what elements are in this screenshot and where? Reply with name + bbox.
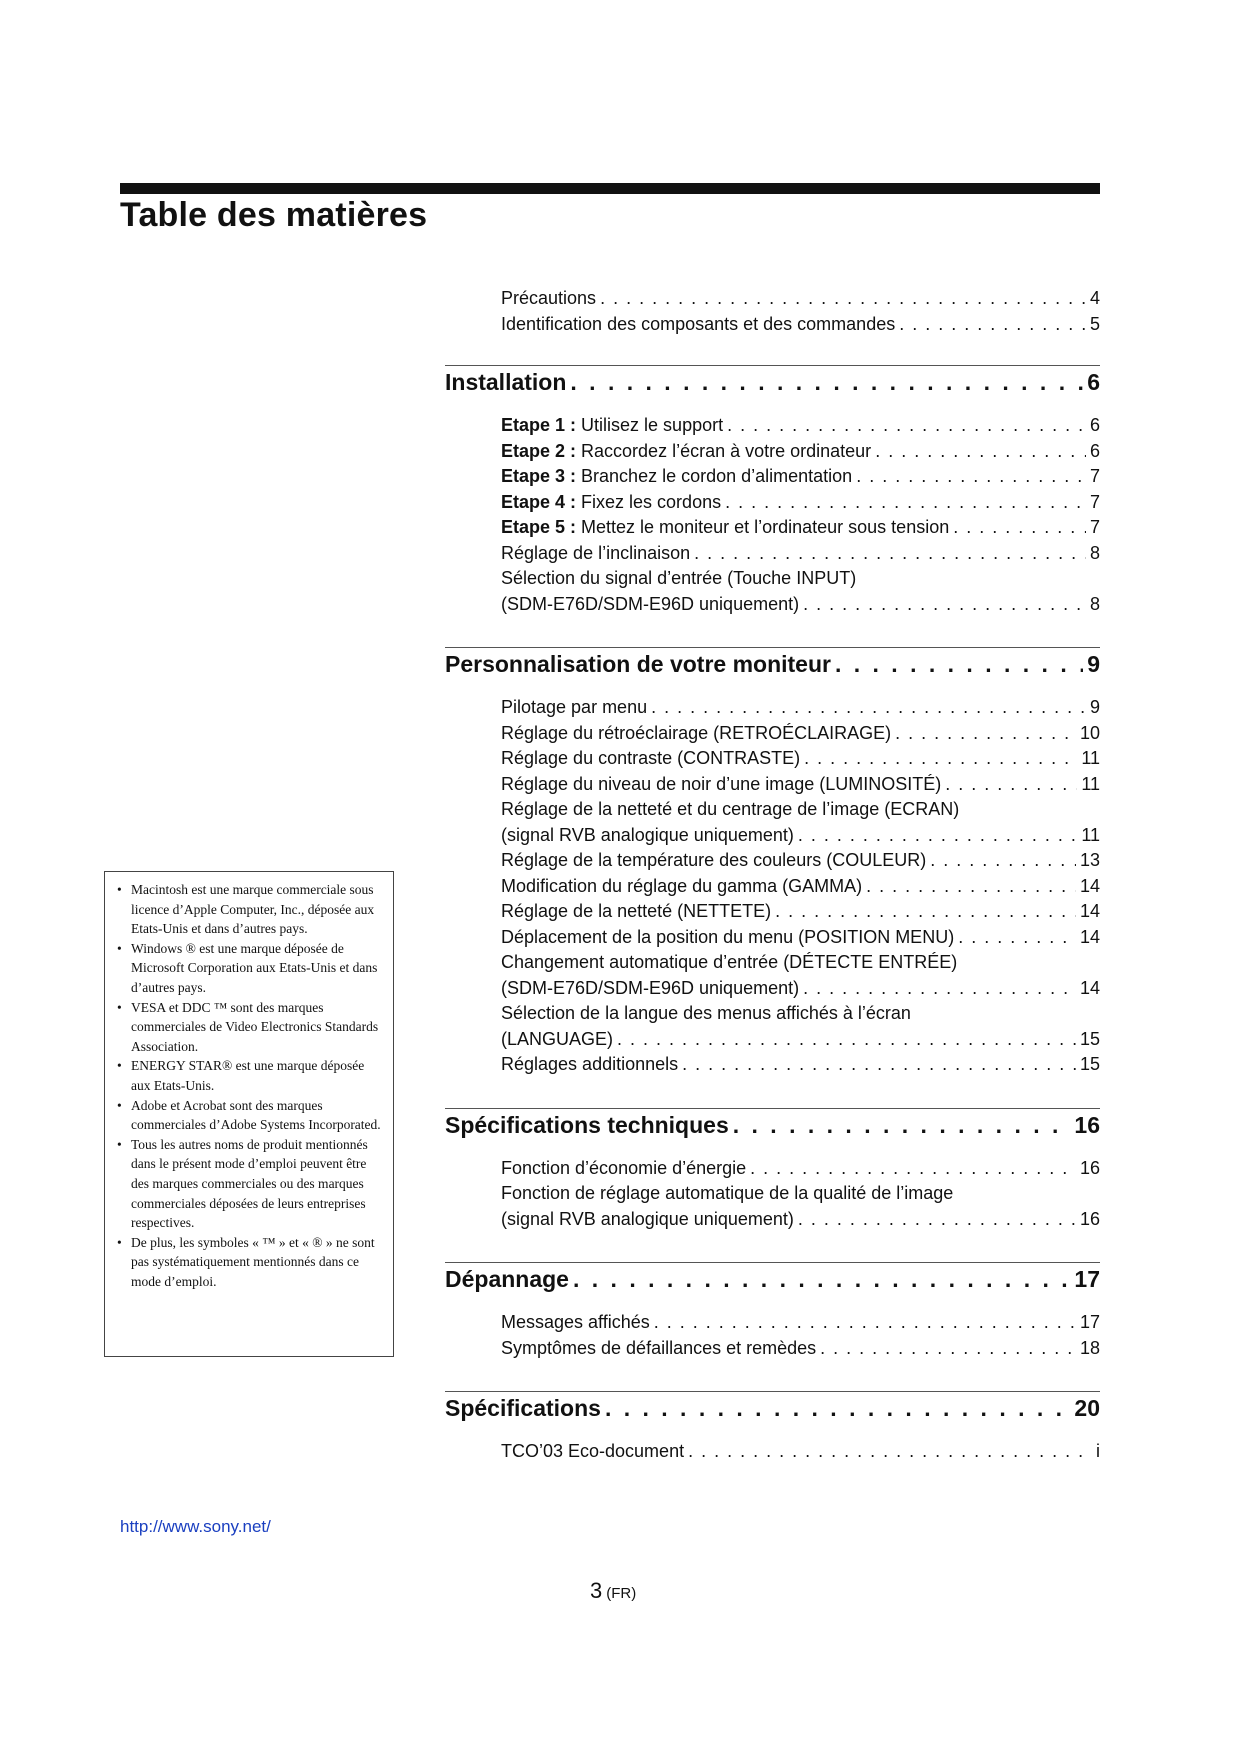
toc-page-number: 18 — [1079, 1337, 1100, 1358]
table-of-contents — [445, 286, 1100, 1495]
toc-section-items — [445, 1156, 1100, 1233]
toc-entry-label — [501, 1207, 794, 1233]
dot-leader — [953, 515, 1086, 541]
toc-entry-text: (SDM-E76D/SDM-E96D uniquement) — [501, 593, 800, 614]
toc-section-title: Personnalisation de votre moniteur — [445, 651, 831, 677]
toc-page-number: 11 — [1081, 824, 1100, 845]
toc-entry[interactable] — [501, 566, 1100, 592]
trademark-list — [115, 880, 385, 1291]
toc-entry-text: Pilotage par menu — [501, 697, 648, 717]
trademark-notice-box — [104, 871, 394, 1357]
toc-entry[interactable] — [501, 1156, 1100, 1182]
toc-page-number: 6 — [1089, 440, 1100, 461]
toc-entry-label — [501, 1001, 911, 1027]
toc-page-number: 14 — [1079, 977, 1100, 998]
toc-section — [445, 1108, 1100, 1233]
dot-leader — [573, 1266, 1070, 1293]
toc-entry-label — [501, 566, 856, 592]
toc-page-number: 16 — [1079, 1208, 1100, 1229]
toc-entry[interactable] — [501, 1001, 1100, 1027]
toc-entry-label — [501, 1181, 953, 1207]
toc-entry-text: Réglage du niveau de noir d’une image (LUMINOSITÉ) — [501, 773, 942, 794]
toc-entry[interactable] — [501, 925, 1100, 951]
toc-section-title: Dépannage — [445, 1266, 569, 1292]
toc-step-number: Etape 5 : — [501, 517, 577, 537]
toc-page-number: 17 — [1079, 1312, 1100, 1332]
toc-entry-text: Réglage de la netteté (NETTETE) — [501, 901, 772, 921]
toc-page-number: 11 — [1081, 748, 1100, 768]
toc-entry[interactable] — [501, 1336, 1100, 1362]
toc-page-number: 14 — [1079, 926, 1100, 947]
dot-leader — [600, 286, 1086, 312]
sony-website-link[interactable]: http://www.sony.net/ — [120, 1517, 271, 1536]
toc-entry[interactable] — [501, 797, 1100, 823]
toc-section-page-number: 9 — [1087, 651, 1100, 677]
toc-section — [445, 365, 1100, 617]
toc-entry-text: (SDM-E76D/SDM-E96D uniquement) — [501, 977, 800, 998]
toc-entry-text: (signal RVB analogique uniquement) — [501, 1208, 794, 1229]
toc-step-number: Etape 4 : — [501, 491, 577, 512]
toc-section-header[interactable] — [445, 1108, 1100, 1142]
dot-leader — [798, 823, 1077, 849]
toc-page-number: 7 — [1089, 517, 1100, 537]
toc-entry-label — [501, 925, 954, 951]
toc-entry[interactable] — [501, 746, 1100, 772]
toc-entry[interactable] — [501, 1310, 1100, 1336]
toc-entry-text: Raccordez l’écran à votre ordinateur — [576, 440, 872, 461]
toc-entry-text: Fixez les cordons — [576, 491, 722, 512]
toc-entry-label — [501, 1310, 650, 1336]
toc-entry[interactable] — [501, 899, 1100, 925]
toc-entry-text: Réglage de la température des couleurs (COULEUR) — [501, 850, 927, 870]
dot-leader — [727, 413, 1086, 439]
toc-entry[interactable] — [501, 874, 1100, 900]
toc-entry[interactable] — [501, 490, 1100, 516]
toc-entry-text: Précautions — [501, 288, 597, 308]
dot-leader — [820, 1336, 1076, 1362]
toc-entry-label — [501, 899, 771, 925]
toc-entry[interactable] — [501, 772, 1100, 798]
toc-section-page-number: 20 — [1074, 1395, 1100, 1421]
toc-entry[interactable] — [501, 541, 1100, 567]
dot-leader — [651, 695, 1086, 721]
toc-section-items — [445, 695, 1100, 1078]
toc-entry-text: (LANGUAGE) — [501, 1028, 614, 1049]
toc-entry[interactable] — [501, 1027, 1100, 1053]
toc-entry-label — [501, 1336, 816, 1362]
dot-leader — [682, 1052, 1076, 1078]
toc-entry[interactable] — [501, 721, 1100, 747]
page-language-code: (FR) — [606, 1585, 637, 1602]
toc-entry-label — [501, 464, 852, 490]
trademark-notice: • Windows ® est une marque déposée de Microsoft Corporation aux Etats-Unis et dans d’autres pays. — [115, 939, 385, 998]
trademark-notice: • VESA et DDC ™ sont des marques commerciales de Video Electronics Standards Association. — [115, 998, 385, 1057]
toc-entry[interactable] — [501, 1207, 1100, 1233]
toc-entry-text: Mettez le moniteur et l’ordinateur sous tension — [576, 517, 950, 537]
dot-leader — [803, 976, 1076, 1002]
toc-entry-label — [501, 413, 723, 439]
toc-entry-label — [501, 490, 721, 516]
page-number-value: 3 — [590, 1578, 603, 1603]
dot-leader — [725, 490, 1086, 516]
toc-page-number: 7 — [1089, 466, 1100, 486]
toc-intro-items — [445, 286, 1100, 337]
dot-leader — [605, 1395, 1070, 1422]
toc-entry-label — [501, 950, 957, 976]
dot-leader — [570, 369, 1083, 396]
toc-step-number: Etape 3 : — [501, 466, 577, 486]
toc-entry-text: Sélection de la langue des menus affichés à l’écran — [501, 1003, 911, 1023]
toc-entry[interactable] — [501, 823, 1100, 849]
toc-entry[interactable] — [501, 286, 1100, 312]
dot-leader — [945, 772, 1077, 798]
toc-entry-text: Réglages additionnels — [501, 1054, 679, 1074]
toc-step-number: Etape 2 : — [501, 440, 577, 461]
toc-entry[interactable] — [501, 413, 1100, 439]
dot-leader — [856, 464, 1086, 490]
toc-entry-text: Symptômes de défaillances et remèdes — [501, 1337, 817, 1358]
dot-leader — [798, 1207, 1076, 1233]
toc-page-number: 15 — [1079, 1054, 1100, 1074]
toc-entry-label — [501, 541, 690, 567]
toc-entry-label — [501, 848, 926, 874]
toc-entry[interactable] — [501, 592, 1100, 618]
page-title: Table des matières — [120, 196, 428, 234]
toc-page-number: 14 — [1079, 901, 1100, 921]
toc-section-title: Spécifications techniques — [445, 1111, 729, 1138]
toc-entry-label — [501, 592, 799, 618]
toc-section-title: Installation — [445, 369, 567, 395]
toc-page-number: 14 — [1079, 875, 1100, 896]
dot-leader — [775, 899, 1076, 925]
toc-entry-text: Réglage de l’inclinaison — [501, 542, 691, 563]
toc-entry-label — [501, 823, 794, 849]
dot-leader — [733, 1112, 1071, 1139]
toc-page-number: 15 — [1079, 1028, 1100, 1049]
toc-section-items — [445, 1310, 1100, 1361]
dot-leader — [899, 312, 1086, 338]
toc-section-header[interactable] — [445, 365, 1100, 399]
toc-section — [445, 1391, 1100, 1465]
toc-section-page-number: 16 — [1074, 1111, 1100, 1138]
toc-entry[interactable] — [501, 464, 1100, 490]
toc-step-number: Etape 1 : — [501, 415, 577, 435]
toc-entry-label — [501, 874, 862, 900]
toc-intro — [445, 286, 1100, 337]
toc-entry-text: Réglage de la netteté et du centrage de l’image (ECRAN) — [501, 799, 960, 819]
toc-entry-label — [501, 286, 596, 312]
trademark-notice: • ENERGY STAR® est une marque déposée aux Etats-Unis. — [115, 1056, 385, 1095]
toc-entry-label — [501, 695, 647, 721]
trademark-notice: • Tous les autres noms de produit mentionnés dans le présent mode d’emploi peuvent être des marques commerciales ou des marques commerciales déposées de leurs entreprises respectives. — [115, 1135, 385, 1233]
dot-leader — [654, 1310, 1076, 1336]
toc-page-number: 8 — [1089, 542, 1100, 563]
toc-entry-text: Modification du réglage du gamma (GAMMA) — [501, 875, 863, 896]
dot-leader — [958, 925, 1076, 951]
toc-entry-label — [501, 721, 891, 747]
toc-entry[interactable] — [501, 1181, 1100, 1207]
toc-section — [445, 1262, 1100, 1361]
toc-section-header[interactable] — [445, 1262, 1100, 1296]
page-number — [590, 1578, 636, 1604]
toc-entry-text: TCO’03 Eco-document — [501, 1441, 685, 1461]
toc-entry[interactable] — [501, 848, 1100, 874]
toc-entry-text: Branchez le cordon d’alimentation — [576, 466, 853, 486]
toc-entry[interactable] — [501, 976, 1100, 1002]
dot-leader — [804, 746, 1077, 772]
dot-leader — [895, 721, 1076, 747]
toc-page-number: 7 — [1089, 491, 1100, 512]
title-rule — [120, 183, 1100, 194]
toc-entry-label — [501, 976, 799, 1002]
toc-entry[interactable] — [501, 439, 1100, 465]
toc-section-page-number: 6 — [1087, 369, 1100, 395]
toc-section-items — [445, 413, 1100, 617]
toc-page-number: 8 — [1089, 593, 1100, 614]
toc-page-number: 9 — [1089, 697, 1100, 717]
toc-entry-label — [501, 1027, 613, 1053]
toc-page-number: i — [1096, 1441, 1100, 1461]
toc-section-title: Spécifications — [445, 1395, 601, 1421]
toc-page-number: 10 — [1079, 722, 1100, 743]
toc-entry-label — [501, 772, 941, 798]
toc-entry-label — [501, 1439, 684, 1465]
dot-leader — [875, 439, 1086, 465]
toc-entry-text: Sélection du signal d’entrée (Touche INPUT) — [501, 568, 857, 588]
dot-leader — [930, 848, 1076, 874]
toc-entry-text: Utilisez le support — [576, 415, 724, 435]
toc-entry[interactable] — [501, 312, 1100, 338]
dot-leader — [617, 1027, 1076, 1053]
trademark-notice: • Adobe et Acrobat sont des marques commerciales d’Adobe Systems Incorporated. — [115, 1096, 385, 1135]
toc-entry[interactable] — [501, 1052, 1100, 1078]
toc-section-page-number: 17 — [1074, 1266, 1100, 1292]
toc-entry-label — [501, 312, 895, 338]
dot-leader — [688, 1439, 1092, 1465]
toc-page-number: 11 — [1081, 773, 1100, 794]
toc-entry-text: Déplacement de la position du menu (POSITION MENU) — [501, 926, 955, 947]
toc-entry-label — [501, 515, 949, 541]
toc-page-number: 13 — [1079, 850, 1100, 870]
toc-entry[interactable] — [501, 515, 1100, 541]
dot-leader — [866, 874, 1076, 900]
toc-page-number: 6 — [1089, 415, 1100, 435]
toc-entry-label — [501, 439, 871, 465]
dot-leader — [803, 592, 1086, 618]
dot-leader — [750, 1156, 1076, 1182]
toc-entry-text: Changement automatique d’entrée (DÉTECTE ENTRÉE) — [501, 952, 958, 972]
toc-entry-text: (signal RVB analogique uniquement) — [501, 824, 794, 845]
toc-page-number: 5 — [1089, 313, 1100, 334]
toc-section-header[interactable] — [445, 1391, 1100, 1425]
toc-entry-text: Fonction de réglage automatique de la qualité de l’image — [501, 1183, 954, 1203]
trademark-notice: • Macintosh est une marque commerciale sous licence d’Apple Computer, Inc., déposée aux Etats-Unis et dans d’autres pays. — [115, 880, 385, 939]
toc-entry-label — [501, 1052, 678, 1078]
toc-entry-text: Réglage du rétroéclairage (RETROÉCLAIRAGE) — [501, 722, 892, 743]
toc-page-number: 4 — [1089, 288, 1100, 308]
toc-entry-label — [501, 746, 800, 772]
trademark-notice: • De plus, les symboles « ™ » et « ® » ne sont pas systématiquement mentionnés dans ce mode d’emploi. — [115, 1233, 385, 1292]
toc-entry-text: Fonction d’économie d’énergie — [501, 1157, 747, 1178]
dot-leader — [835, 651, 1083, 678]
toc-page-number: 16 — [1079, 1157, 1100, 1178]
toc-entry[interactable] — [501, 695, 1100, 721]
toc-entry-text: Messages affichés — [501, 1312, 650, 1332]
toc-section-items — [445, 1439, 1100, 1465]
toc-entry-text: Réglage du contraste (CONTRASTE) — [501, 748, 801, 768]
toc-entry-label — [501, 797, 959, 823]
toc-entry-text: Identification des composants et des commandes — [501, 313, 896, 334]
toc-entry-label — [501, 1156, 746, 1182]
toc-entry[interactable] — [501, 1439, 1100, 1465]
toc-section-header[interactable] — [445, 647, 1100, 681]
toc-entry[interactable] — [501, 950, 1100, 976]
toc-section — [445, 647, 1100, 1078]
dot-leader — [694, 541, 1086, 567]
